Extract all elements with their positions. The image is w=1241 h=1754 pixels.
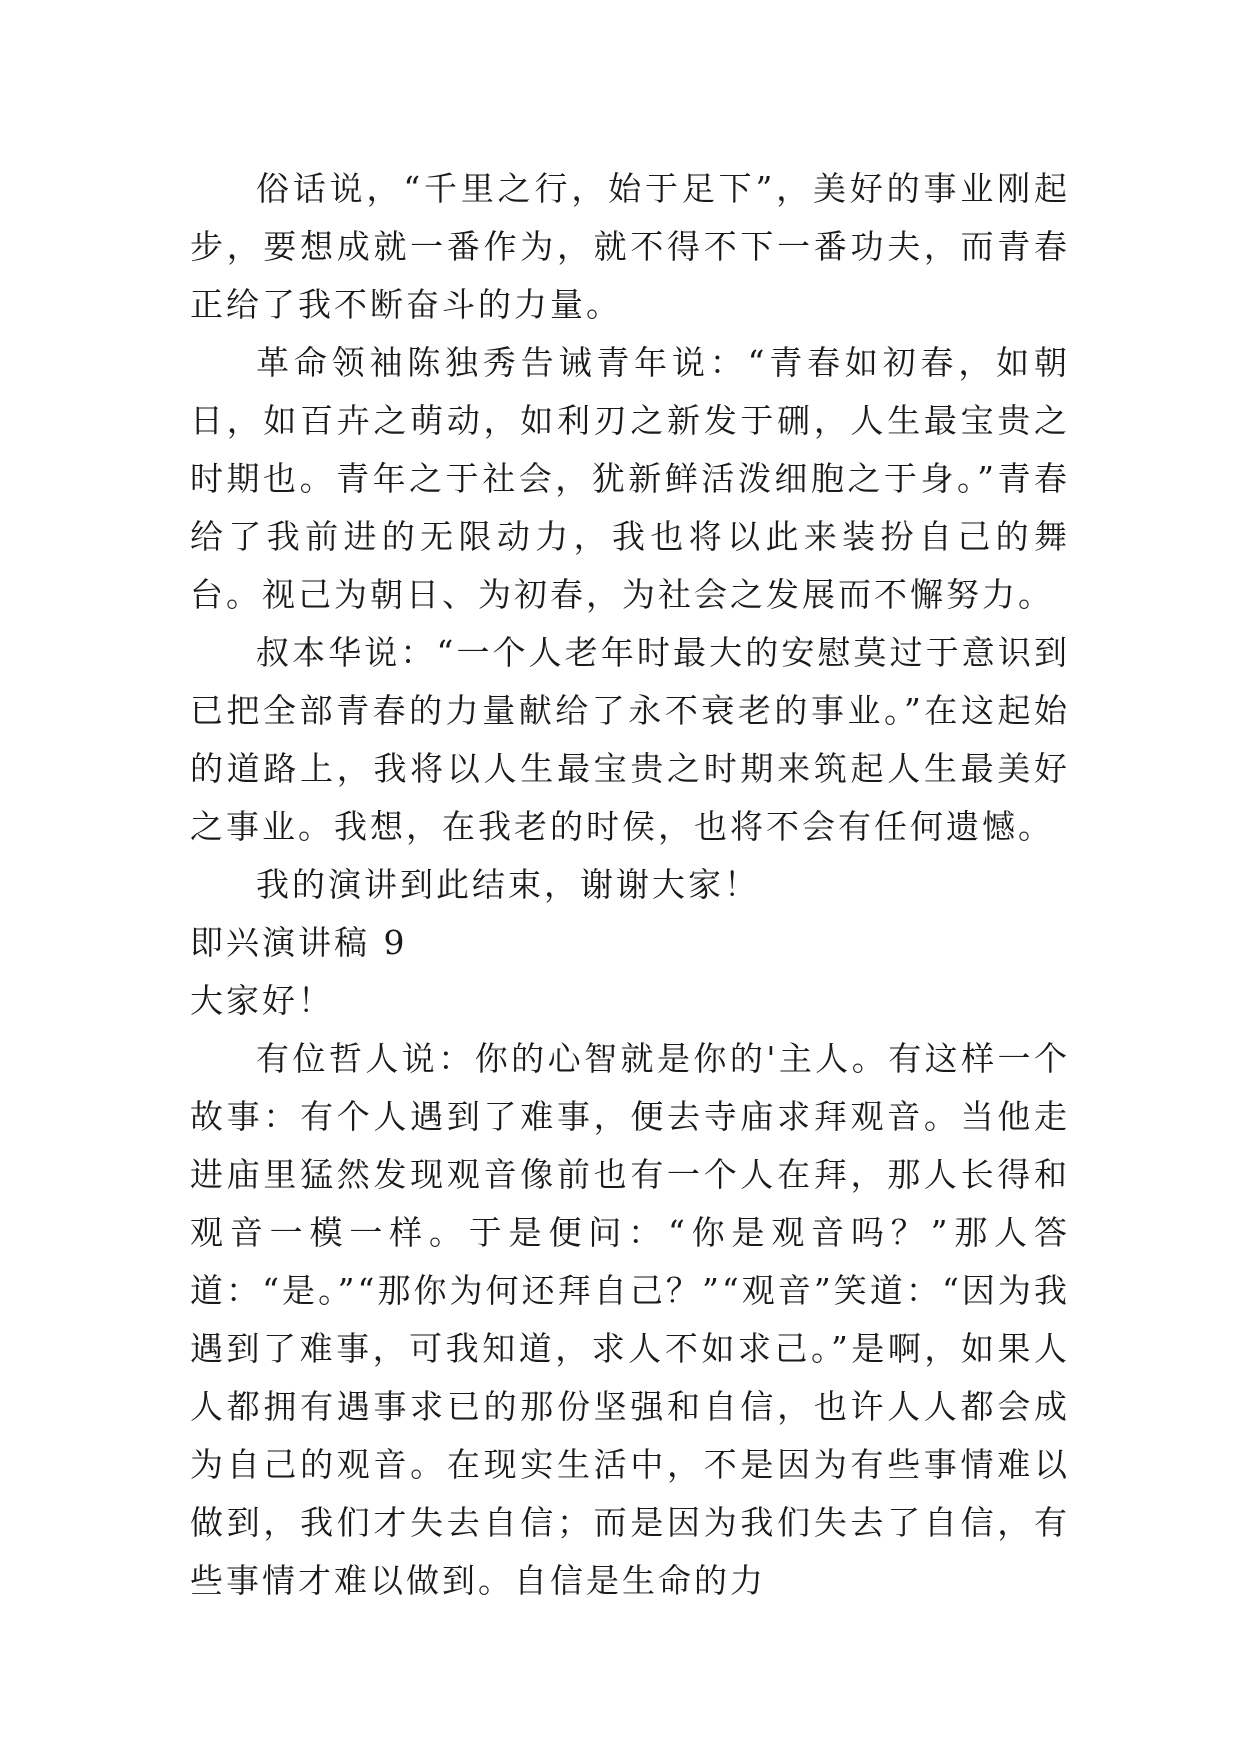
paragraph-closing: 我的演讲到此结束，谢谢大家！ — [256, 865, 760, 904]
paragraph-schopenhauer-quote: 叔本华说：“一个人老年时最大的安慰莫过于意识到已把全部青春的力量献给了永不衰老的事业。”在这起始的道路上，我将以人生最宝贵之时期来筑起人生最美好之事业。我想，在我老的时侯，也将不会有任何遗憾。 — [190, 633, 1070, 846]
paragraph-chen-duxiu-quote: 革命领袖陈独秀告诫青年说：“青春如初春，如朝日，如百卉之萌动，如利刃之新发于硎，人生最宝贵之时期也。青年之于社会，犹新鲜活泼细胞之于身。”青春给了我前进的无限动力，我也将以此来装扮自己的舞台。视己为朝日、为初春，为社会之发展而不懈努力。 — [190, 343, 1070, 614]
paragraph-philosopher-story: 有位哲人说：你的心智就是你的'主人。有这样一个故事：有个人遇到了难事，便去寺庙求拜观音。当他走进庙里猛然发现观音像前也有一个人在拜，那人长得和观音一模一样。于是便问：“你是观音吗？”那人答道：“是。”“那你为何还拜自己？”“观音”笑道：“因为我遇到了难事，可我知道，求人不如求己。”是啊，如果人人都拥有遇事求已的那份坚强和自信，也许人人都会成为自己的观音。在现实生活中，不是因为有些事情难以做到，我们才失去自信；而是因为我们失去了自信，有些事情才难以做到。自信是生命的力 — [190, 1039, 1070, 1600]
greeting: 大家好！ — [190, 981, 334, 1020]
document-body — [190, 160, 1070, 1610]
section-title: 即兴演讲稿 9 — [190, 923, 408, 962]
paragraph-proverb: 俗话说，“千里之行，始于足下”，美好的事业刚起步，要想成就一番作为，就不得不下一番功夫，而青春正给了我不断奋斗的力量。 — [190, 169, 1070, 324]
